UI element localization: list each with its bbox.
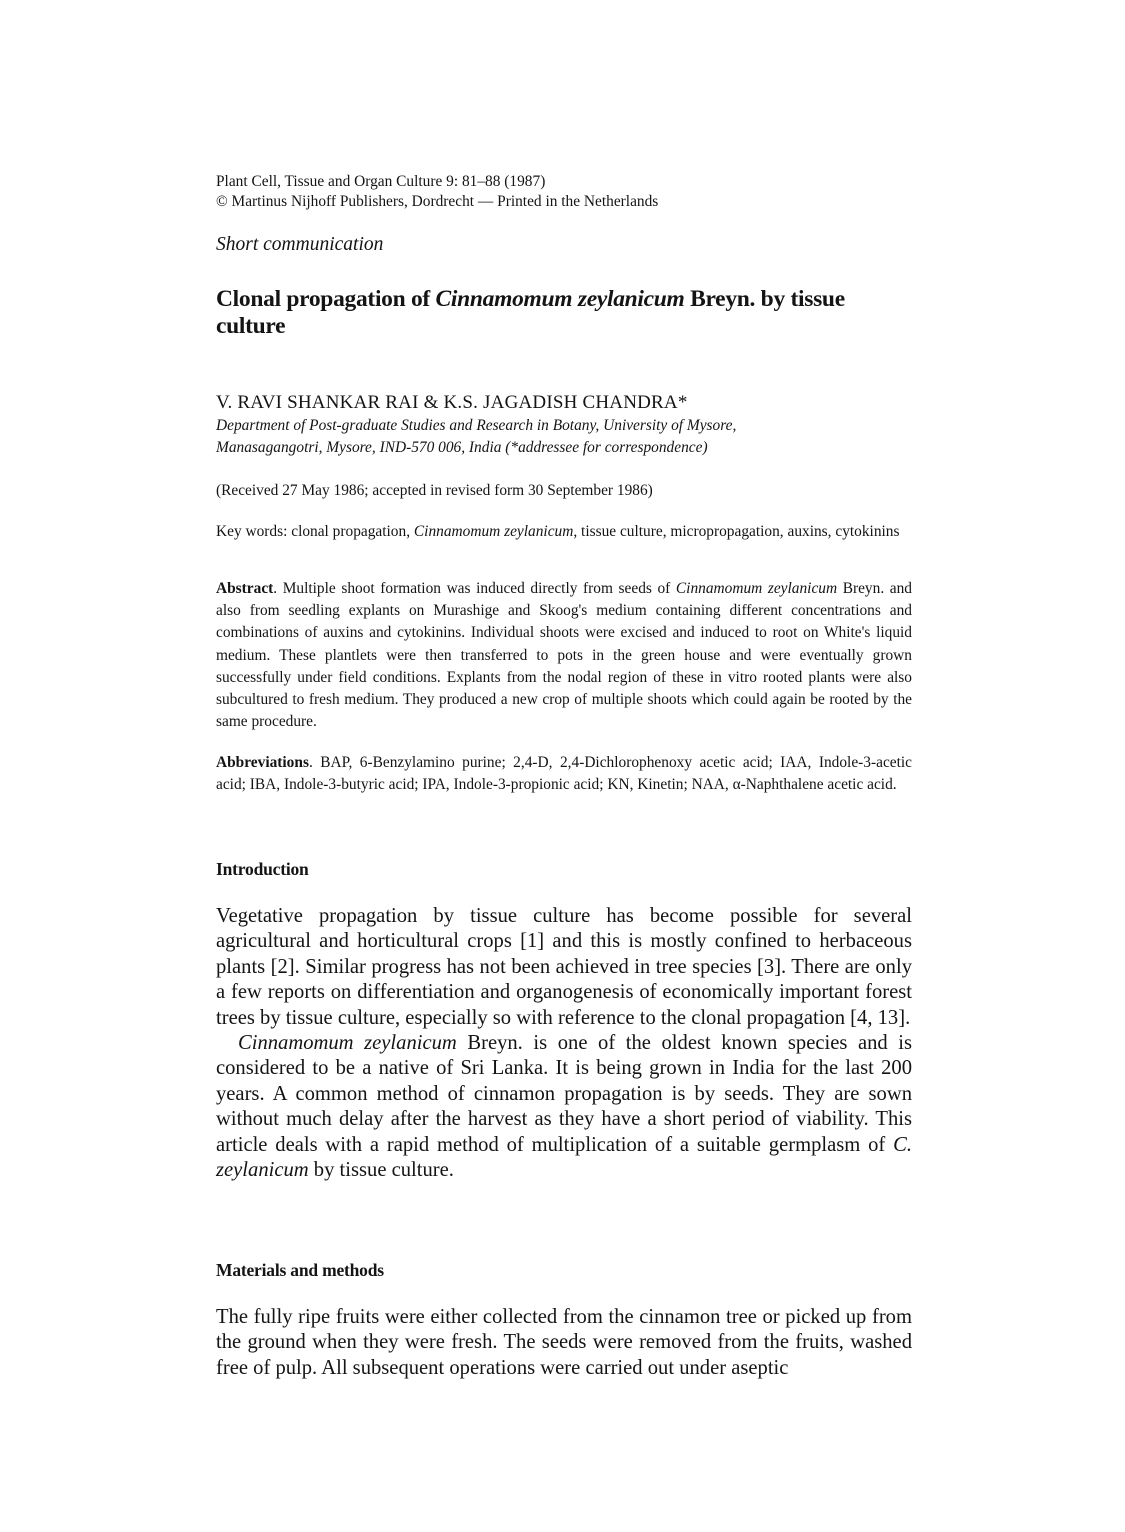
title-part2: Breyn. by tissue culture (216, 286, 845, 339)
abstract-text2: Breyn. and also from seedling explants on Murashige and Skoog's medium containing different concentrations and combinations of auxins and cytokinins. Individual shoots were excised and induced to root on White's liquid medium. These plantlets were then transferred to pots in the green house and were eventually grown successfully under field conditions. Explants from the nodal region of these in vitro rooted plants were also subcultured to fresh medium. They produced a new crop of multiple shoots which could again be rooted by the same procedure. (216, 580, 912, 731)
keywords-label: Key words: clonal propagation, (216, 523, 414, 540)
title-species: Cinnamomum zeylanicum (435, 286, 685, 312)
intro-p2-text1: Breyn. is one of the oldest known species and is considered to be a native of Sri Lanka. It is being grown in India for the last 200 years. A common method of cinnamon propagation is by seeds. They are sown without much delay after the harvest as they have a short period of viability. This article deals with a rapid method of multiplication of a suitable germplasm of (216, 1032, 912, 1156)
introduction-body (216, 904, 912, 1183)
intro-paragraph-2 (216, 1031, 912, 1183)
materials-methods-body (216, 1305, 912, 1381)
abbreviations-text: . BAP, 6-Benzylamino purine; 2,4-D, 2,4-Dichlorophenoxy acetic acid; IAA, Indole-3-acetic acid; IBA, Indole-3-butyric acid; IPA, Indole-3-propionic acid; KN, Kinetin; NAA, α-Naphthalene acetic acid. (216, 754, 912, 794)
article-title (216, 286, 906, 340)
intro-p2-text2: by tissue culture. (308, 1159, 454, 1182)
keywords (216, 522, 912, 543)
received-dates: (Received 27 May 1986; accepted in revised form 30 September 1986) (216, 482, 653, 499)
journal-copyright: © Martinus Nijhoff Publishers, Dordrecht — Printed in the Netherlands (216, 193, 659, 210)
authors: V. RAVI SHANKAR RAI & K.S. JAGADISH CHANDRA* (216, 392, 688, 413)
affiliation-line2: Manasagangotri, Mysore, IND-570 006, India (*addressee for correspondence) (216, 438, 708, 456)
abstract-text1: . Multiple shoot formation was induced directly from seeds of (273, 580, 676, 597)
section-heading-materials-methods: Materials and methods (216, 1260, 384, 1280)
abbreviations-label: Abbreviations (216, 754, 309, 771)
affiliation (216, 415, 912, 458)
keywords-species: Cinnamomum zeylanicum (413, 523, 574, 540)
abstract-label: Abstract (216, 580, 274, 597)
intro-species: Cinnamomum zeylanicum (238, 1032, 457, 1055)
mm-paragraph-1: The fully ripe fruits were either collected from the cinnamon tree or picked up from the ground when they were fresh. The seeds were removed from the fruits, washed free of pulp. All subsequent operations were carried out under aseptic (216, 1306, 912, 1379)
abstract-species: Cinnamomum zeylanicum (675, 580, 838, 597)
section-heading-introduction: Introduction (216, 859, 309, 879)
journal-citation: Plant Cell, Tissue and Organ Culture 9: 81–88 (1987) (216, 173, 546, 190)
intro-species-short: C. zeylanicum (216, 1133, 912, 1182)
abbreviations (216, 752, 912, 796)
abstract (216, 578, 912, 733)
journal-header (216, 172, 912, 212)
title-part1: Clonal propagation of (216, 286, 436, 312)
affiliation-line1: Department of Post-graduate Studies and Research in Botany, University of Mysore, (216, 417, 737, 434)
article-type: Short communication (216, 234, 384, 255)
keywords-rest: , tissue culture, micropropagation, auxins, cytokinins (573, 523, 900, 540)
intro-paragraph-1: Vegetative propagation by tissue culture has become possible for several agricultural and horticultural crops [1] and this is mostly confined to herbaceous plants [2]. Similar progress has not been achieved in tree species [3]. There are only a few reports on differentiation and organogenesis of economically important forest trees by tissue culture, especially so with reference to the clonal propagation [4, 13]. (216, 905, 912, 1029)
